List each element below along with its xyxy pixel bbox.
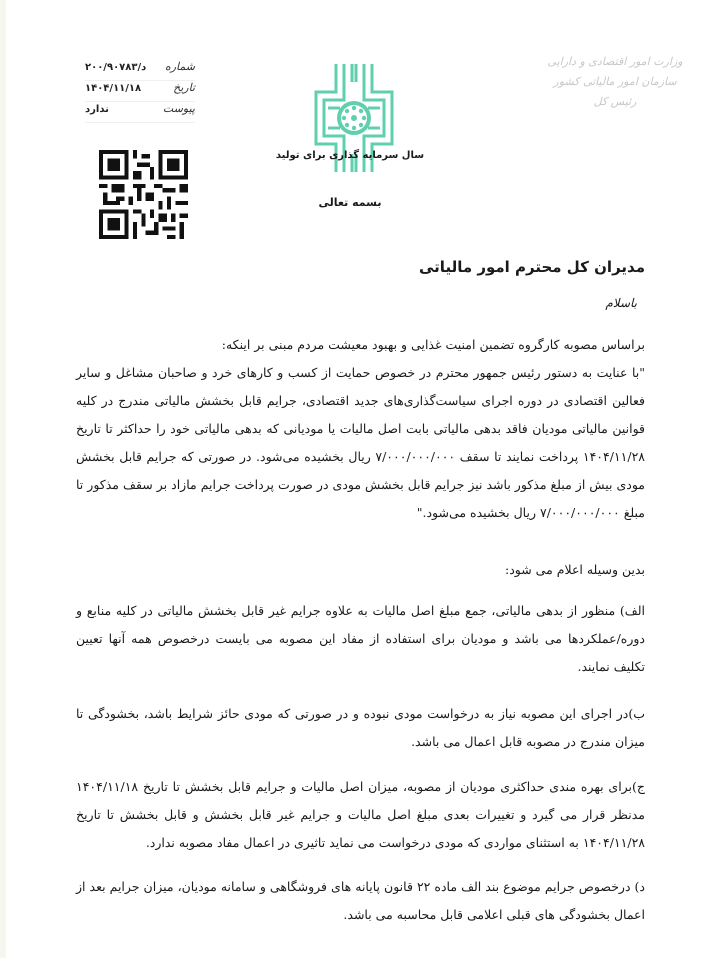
ministry-line: رئیس کل (593, 95, 637, 108)
year-slogan: سال سرمایه گذاری برای تولید (275, 150, 425, 161)
letter-greeting: باسلام (605, 296, 637, 310)
reference-date: تاریخ ۱۴۰۴/۱۱/۱۸ (85, 81, 195, 102)
clause-dal: د) درخصوص جرایم موضوع بند الف ماده ۲۲ قانون پایانه های فروشگاهی و سامانه مودیان، میزان جرایم بعد از اعمال بخشودگی های قبلی اعلامی قابل محاسبه می باشد. (76, 879, 645, 922)
letter-intro-block (76, 331, 645, 527)
clause-jim: ج)برای بهره مندی حداکثری مودیان از مصوبه، میزان اصل مالیات و جرایم قابل بخشش تا تاریخ ۱۴۰۴/۱۱/۱۸ مدنظر قرار می گیرد و تغییرات بعدی مبلغ اصل مالیات و جرایم غیر قابل بخشش و قابل بخشش تا تاریخ ۱۴۰۴/۱۱/۲۸ به استثنای مواردی که مودی درخواست می نماید تاثیری در اعمال مفاد مصوبه ندارد. (76, 779, 645, 850)
letter-announcement (76, 556, 645, 584)
reference-number: شماره د/۲۰۰/۹۰۷۸۳ (85, 60, 195, 81)
letter-quote: "با عنایت به دستور رئیس جمهور محترم در خصوص حمایت از کسب و کارهای خرد و صاحبان مشاغل و سایر فعالین اقتصادی در دوره اجرای سیاست‌گذاری‌های جدید اقتصادی، جرایم قابل بخشش مالیاتی مندرج در کلیه قوانین مالیاتی مودیان فاقد بدهی مالیاتی بابت اصل مالیات یا مودیانی که بدهی مالیاتی خود را حداکثر تا تاریخ ۱۴۰۴/۱۱/۲۸ پرداخت نمایند تا سقف ۷/۰۰۰/۰۰۰/۰۰۰ ریال بخشیده می‌شود. در صورتی که جرایم قابل بخشش مودی بیش از مبلغ مذکور باشد نیز جرایم قابل بخشش مودی در صورت پرداخت جرایم مازاد بر سقف مذکور تا مبلغ ۷/۰۰۰/۰۰۰/۰۰۰ ریال بخشیده می‌شود." (76, 365, 645, 520)
clause-alef: الف) منظور از بدهی مالیاتی، جمع مبلغ اصل مالیات به علاوه جرایم غیر قابل بخشش مالیاتی در کلیه منابع و دوره/عملکردها می باشد و مودیان برای استفاده از مفاد این مصوبه می بایست درخصوص همه آنها تعیین تکلیف نمایند. (76, 603, 645, 674)
bismillah-heading: بسمه تعالی (318, 196, 382, 209)
qr-code-icon (99, 150, 188, 239)
ministry-line: وزارت امور اقتصادی و دارایی (547, 55, 683, 68)
scan-edge (0, 0, 6, 958)
letter-addressee: مدیران کل محترم امور مالیاتی (419, 258, 645, 276)
announce-text: بدین وسیله اعلام می شود: (504, 562, 645, 577)
reference-block (85, 60, 195, 123)
reference-attachment: پیوست ندارد (85, 102, 195, 123)
ministry-header (540, 52, 690, 112)
clause-be: ب)در اجرای این مصوبه نیاز به درخواست مودی نبوده و در صورتی که مودی حائز شرایط باشد، بخشودگی تا میزان مندرج در مصوبه قابل اعمال می باشد. (76, 706, 645, 749)
letter-intro: براساس مصوبه کارگروه تضمین امنیت غذایی و بهبود معیشت مردم مبنی بر اینکه: (221, 337, 645, 352)
ministry-line: سازمان امور مالیاتی کشور (553, 75, 677, 88)
